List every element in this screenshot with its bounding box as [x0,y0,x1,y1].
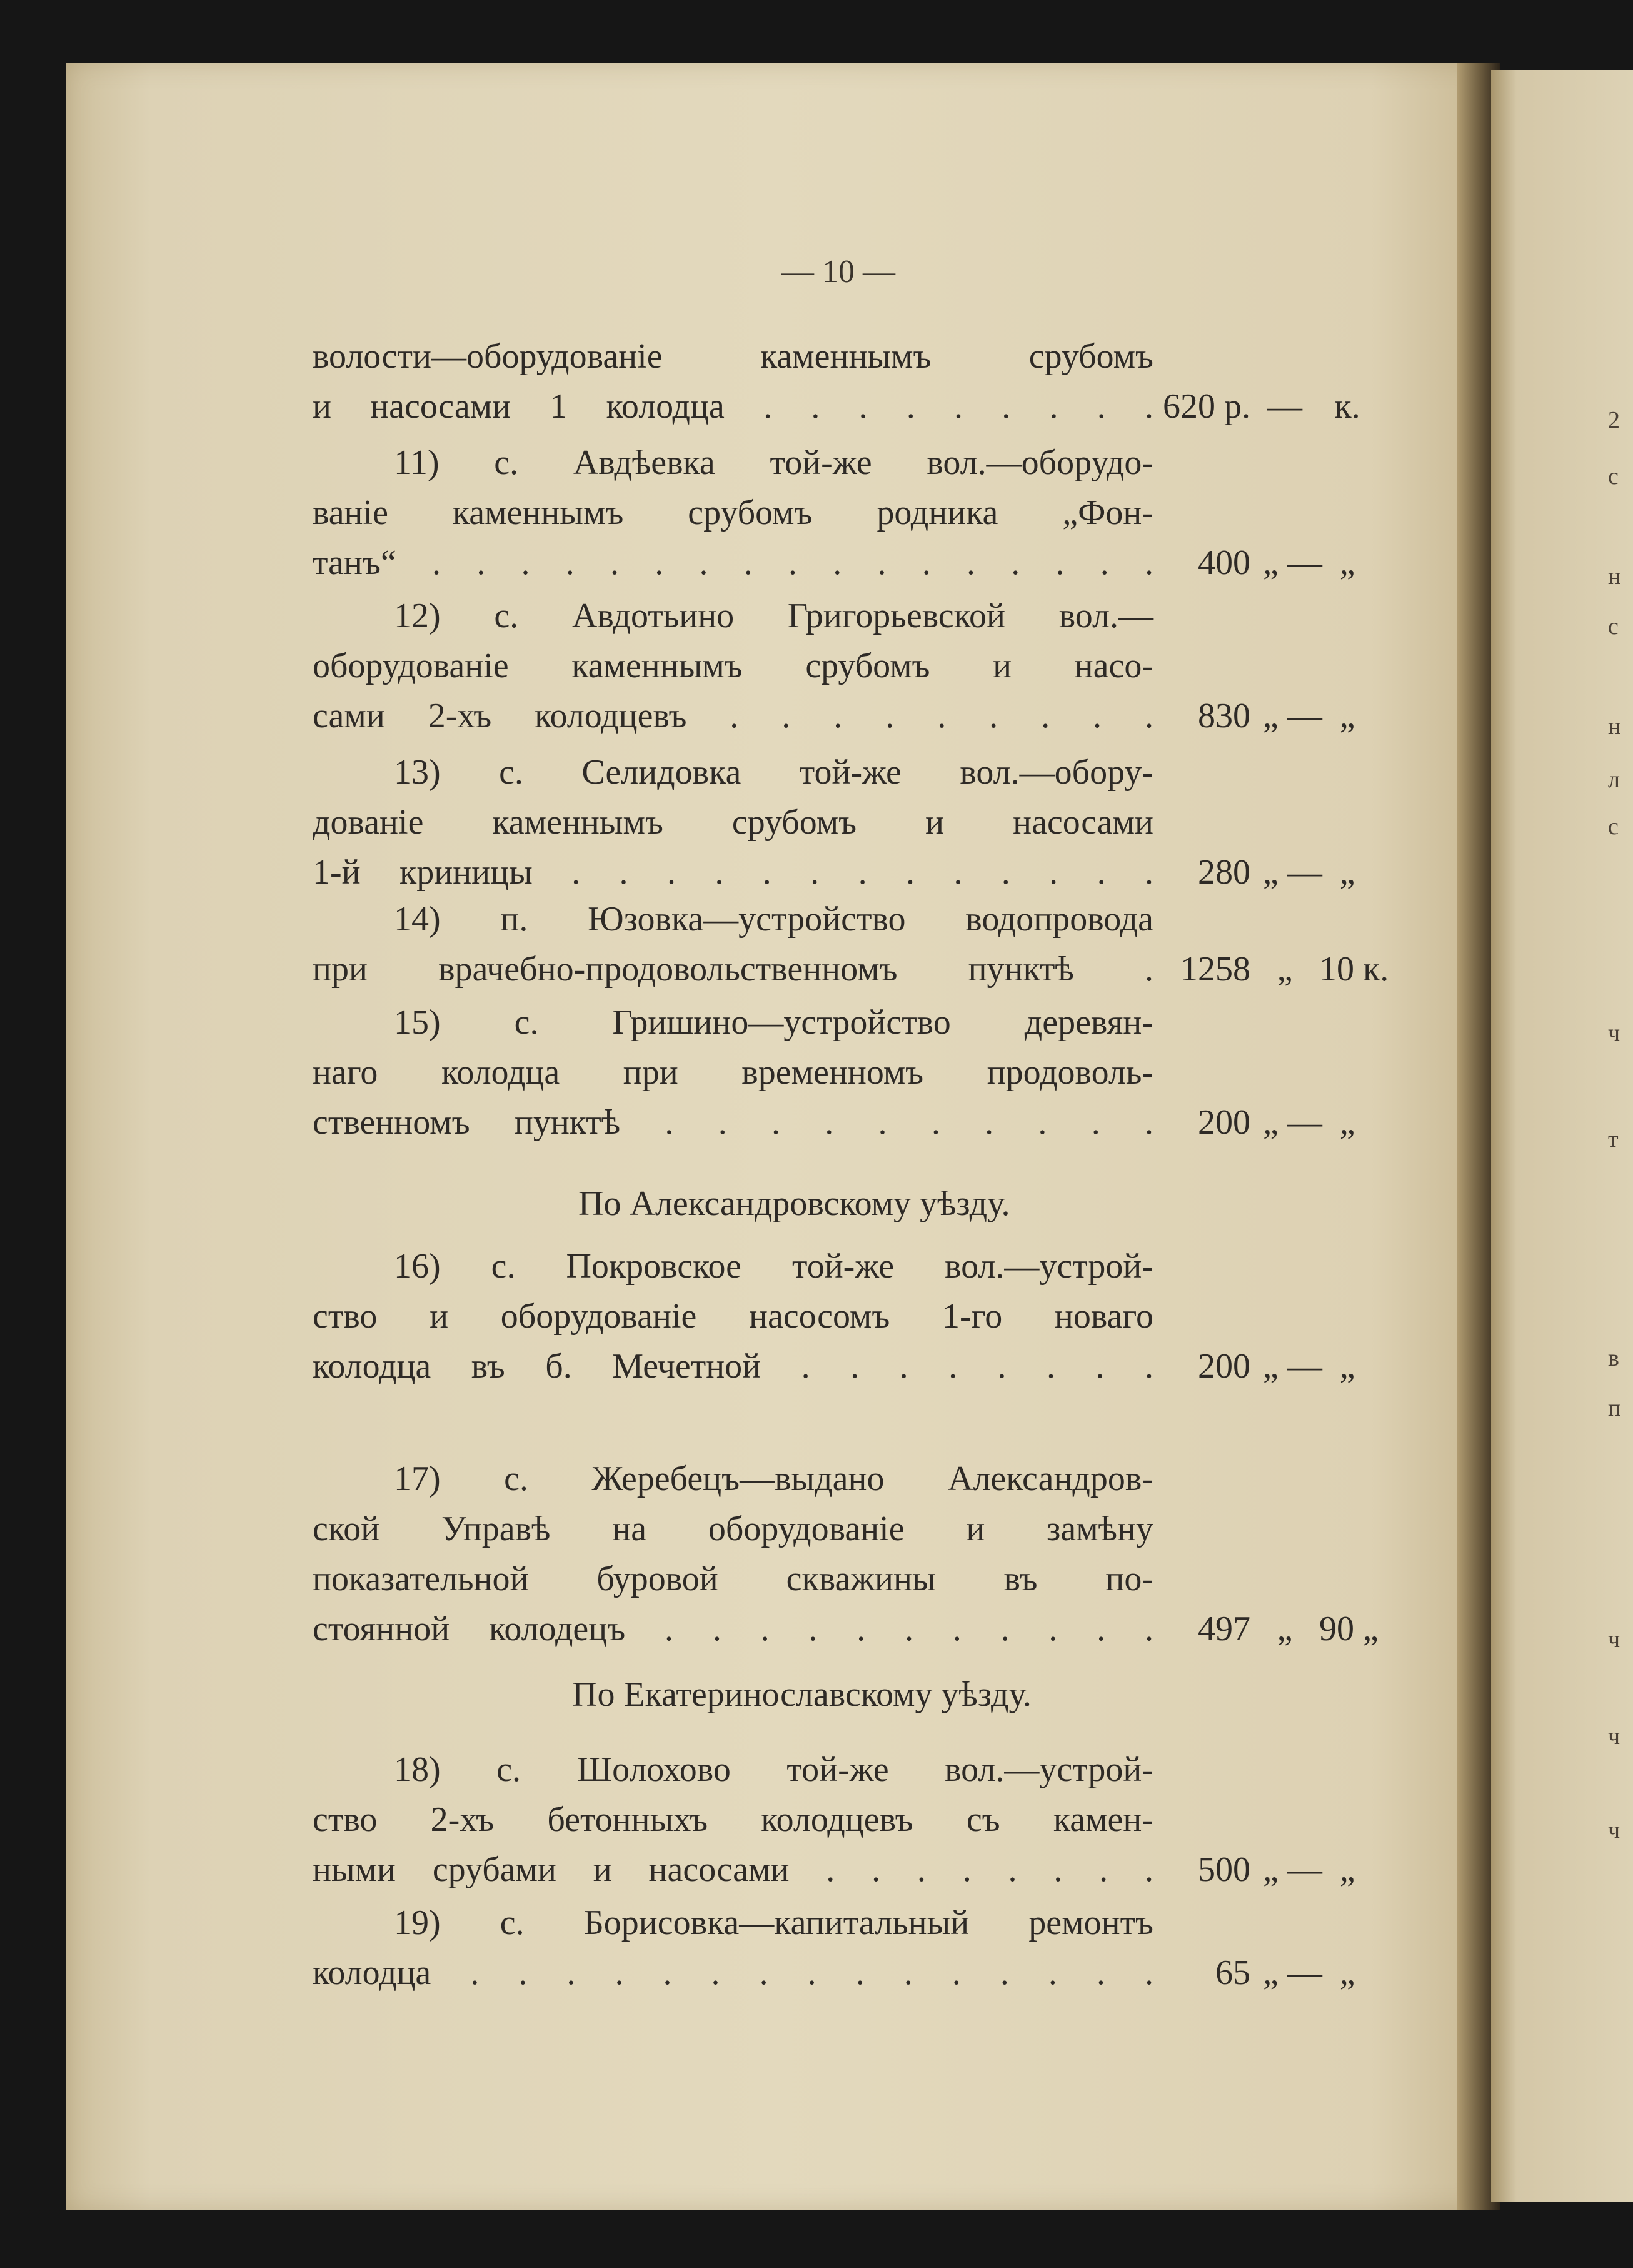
adjacent-page-letter: ч [1608,1626,1620,1653]
amount-cell [1163,1097,1375,1147]
amount-rubles: 400 [1198,543,1250,582]
text-line: стоянной колодецъ . . . . . . . . . . . [313,1610,1153,1648]
text-line: волости—оборудованіе каменнымъ срубомъ [313,337,1153,376]
text-line: ственномъ пунктѣ . . . . . . . . . . [313,1103,1153,1142]
amount-rubles: 65 [1215,1953,1250,1992]
amount-cell [1163,538,1375,588]
amount-rubles: 1258 [1180,950,1250,989]
text-line: ство и оборудованіе насосомъ 1-го новаго [313,1297,1153,1336]
text-line: танъ“ . . . . . . . . . . . . . . . . . [313,543,1153,582]
amount-kopecks: 10 к. [1319,950,1389,989]
amount-kopecks: „ [1339,1103,1355,1142]
text-line: дованіе каменнымъ срубомъ и насосами [313,803,1153,842]
amount-rubles: 500 [1198,1850,1250,1889]
amount-ditto: „ [1277,950,1293,989]
adjacent-page-letter: л [1608,767,1620,793]
amount-ditto: „ — [1263,1850,1322,1889]
amount-kopecks: „ [1339,697,1355,735]
amount-rubles: 830 [1198,697,1250,735]
adjacent-page-letter: ч [1608,1723,1620,1750]
amount-ditto: „ [1277,1610,1293,1648]
text-line: 12) с. Авдотьино Григорьевской вол.— [394,597,1153,635]
amount-cell [1163,691,1375,741]
adjacent-page-letter: в [1608,1345,1619,1371]
text-line: ство 2-хъ бетонныхъ колодцевъ съ камен- [313,1800,1153,1839]
text-line: ными срубами и насосами . . . . . . . . [313,1850,1153,1889]
section-heading-alexandrovsky: По Александровскому уѣзду. [578,1184,1010,1223]
text-line: 17) с. Жеребецъ—выдано Александров- [394,1459,1153,1498]
adjacent-page-letter: с [1608,613,1619,640]
amount-ditto: — [1267,387,1302,426]
amount-rubles: 620 р. [1163,387,1250,426]
text-line: наго колодца при временномъ продоволь- [313,1053,1153,1092]
amount-rubles: 200 [1198,1347,1250,1386]
text-line: при врачебно-продовольственномъ пунктѣ . [313,950,1153,989]
amount-ditto: „ — [1263,1953,1322,1992]
amount-cell [1163,847,1375,897]
amount-kopecks: „ [1339,543,1355,582]
text-line: колодца въ б. Мечетной . . . . . . . . [313,1347,1153,1386]
section-heading-ekaterinoslavsky: По Екатеринославскому уѣзду. [572,1675,1032,1714]
amount-rubles: 200 [1198,1103,1250,1142]
adjacent-page-letter: п [1608,1395,1621,1421]
amount-kopecks: „ [1339,1347,1355,1386]
amount-ditto: „ — [1263,853,1322,892]
amount-cell [1163,1845,1375,1895]
adjacent-page-letter: ч [1608,1817,1620,1843]
amount-cell [1163,1341,1375,1391]
amount-kopecks: „ [1339,1953,1355,1992]
amount-cell [1163,944,1389,994]
amount-cell [1163,1948,1375,1998]
amount-kopecks: к. [1334,387,1360,426]
text-line: 13) с. Селидовка той-же вол.—обору- [394,753,1153,792]
adjacent-page-letter: ч [1608,1020,1620,1046]
adjacent-page-letter: с [1608,463,1619,490]
text-line: оборудованіе каменнымъ срубомъ и насо- [313,647,1153,685]
text-line: сами 2-хъ колодцевъ . . . . . . . . . [313,697,1153,735]
amount-rubles: 280 [1198,853,1250,892]
amount-cell [1163,381,1375,431]
adjacent-page-letter: н [1608,713,1621,740]
adjacent-page-letter: т [1608,1126,1619,1152]
amount-ditto: „ — [1263,543,1322,582]
text-line: 14) п. Юзовка—устройство водопровода [394,900,1153,939]
text-line: 19) с. Борисовка—капитальный ремонтъ [394,1903,1153,1942]
text-line: ской Управѣ на оборудованіе и замѣну [313,1509,1153,1548]
text-line: колодца . . . . . . . . . . . . . . . [313,1953,1153,1992]
text-line: 1-й криницы . . . . . . . . . . . . . [313,853,1153,892]
text-line: 16) с. Покровское той-же вол.—устрой- [394,1247,1153,1286]
amount-kopecks: „ [1339,1850,1355,1889]
amount-cell [1163,1604,1379,1654]
text-line: и насосами 1 колодца . . . . . . . . . [313,387,1153,426]
amount-kopecks: 90 „ [1319,1610,1379,1648]
amount-ditto: „ — [1263,1103,1322,1142]
text-line: показательной буровой скважины въ по- [313,1560,1153,1598]
page-number: — 10 — [781,254,895,290]
amount-ditto: „ — [1263,1347,1322,1386]
amount-kopecks: „ [1339,853,1355,892]
adjacent-page-letter: с [1608,814,1619,840]
text-line: ваніе каменнымъ срубомъ родника „Фон- [313,493,1153,532]
adjacent-page-letter: н [1608,563,1621,590]
amount-ditto: „ — [1263,697,1322,735]
amount-rubles: 497 [1198,1610,1250,1648]
text-line: 18) с. Шолохово той-же вол.—устрой- [394,1750,1153,1789]
text-line: 15) с. Гришино—устройство деревян- [394,1003,1153,1042]
text-line: 11) с. Авдѣевка той-же вол.—оборудо- [394,443,1153,482]
adjacent-page-letter: 2 [1608,407,1620,433]
